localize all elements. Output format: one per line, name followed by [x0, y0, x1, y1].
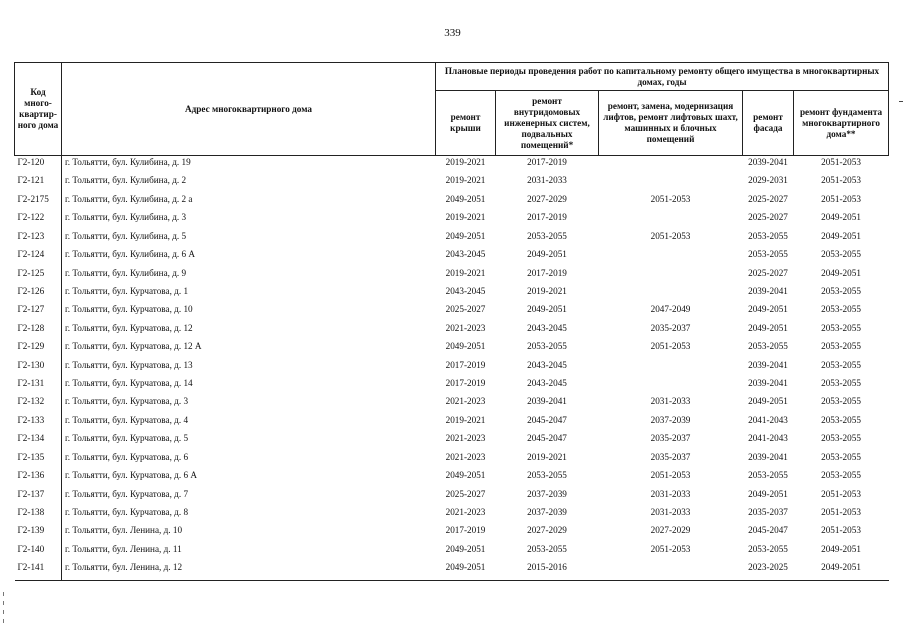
header-planned-periods: Плановые периоды проведения работ по капитальному ремонту общего имущества в многоквартирных домах, годы — [436, 63, 889, 91]
cell-code: Г2-134 — [15, 432, 62, 450]
cell-systems: 2053-2055 — [527, 470, 567, 481]
header-roof: ремонт крыши — [436, 91, 496, 156]
cell-roof: 2021-2023 — [445, 396, 486, 407]
cell-facade: 2049-2051 — [748, 396, 788, 407]
cell-elevators — [599, 174, 743, 192]
table-row — [15, 340, 889, 358]
cell-address: г. Тольятти, бул. Курчатова, д. 13 — [65, 359, 193, 370]
cell-facade: 2053-2055 — [748, 470, 788, 481]
cell-roof: 2049-2051 — [445, 341, 486, 352]
cell-foundation: 2051-2053 — [821, 525, 861, 536]
cell-address: г. Тольятти, бул. Курчатова, д. 4 — [65, 414, 189, 425]
table-row — [15, 174, 889, 192]
cell-code: Г2-125 — [15, 267, 62, 285]
cell-systems: 2039-2041 — [527, 396, 567, 407]
cell-code: Г2-129 — [15, 340, 62, 358]
cell-address: г. Тольятти, бул. Ленина, д. 10 — [65, 525, 183, 536]
cell-foundation: 2053-2055 — [821, 378, 861, 389]
cell-code: Г2-128 — [15, 322, 62, 340]
cell-roof: 2017-2019 — [445, 378, 486, 389]
cell-elevators: 2031-2033 — [650, 396, 691, 407]
table-row — [15, 506, 889, 524]
cell-foundation: 2051-2053 — [821, 193, 861, 204]
table-row — [15, 469, 889, 487]
cell-facade: 2035-2037 — [748, 507, 788, 518]
cell-code: Г2-120 — [15, 156, 62, 175]
cell-address: г. Тольятти, бул. Кулибина, д. 5 — [65, 230, 187, 241]
cell-systems: 2017-2019 — [527, 212, 567, 223]
cell-facade: 2049-2051 — [748, 322, 788, 333]
cell-facade: 2039-2041 — [748, 378, 788, 389]
cell-elevators — [599, 561, 743, 580]
cell-foundation: 2053-2055 — [821, 304, 861, 315]
cell-elevators: 2037-2039 — [650, 414, 691, 425]
cell-foundation: 2053-2055 — [821, 451, 861, 462]
table-row — [15, 488, 889, 506]
repair-schedule-table-container — [14, 62, 888, 581]
cell-code: Г2-133 — [15, 414, 62, 432]
cell-code: Г2-124 — [15, 248, 62, 266]
cell-roof: 2049-2051 — [445, 193, 486, 204]
cell-code: Г2-130 — [15, 359, 62, 377]
cell-systems: 2017-2019 — [527, 157, 567, 167]
table-row — [15, 156, 889, 175]
cell-facade: 2045-2047 — [748, 525, 788, 536]
cell-systems: 2019-2021 — [527, 285, 567, 296]
cell-address: г. Тольятти, бул. Курчатова, д. 12 — [65, 322, 193, 333]
scan-edge-marks — [3, 592, 6, 632]
cell-elevators — [599, 248, 743, 266]
cell-roof: 2049-2051 — [445, 230, 486, 241]
cell-foundation: 2051-2053 — [821, 507, 861, 518]
cell-address: г. Тольятти, бул. Кулибина, д. 2 — [65, 175, 187, 186]
cell-roof: 2021-2023 — [445, 451, 486, 462]
cell-code: Г2-121 — [15, 174, 62, 192]
cell-foundation: 2053-2055 — [821, 433, 861, 444]
cell-systems: 2049-2051 — [527, 249, 567, 260]
cell-foundation: 2053-2055 — [821, 249, 861, 260]
cell-elevators: 2047-2049 — [650, 304, 691, 315]
header-engineering-systems: ремонт внутридомовых инженерных систем, подвальных помещений* — [496, 91, 599, 156]
cell-roof: 2049-2051 — [445, 470, 486, 481]
cell-address: г. Тольятти, бул. Курчатова, д. 7 — [65, 488, 189, 499]
cell-systems: 2027-2029 — [527, 525, 567, 536]
table-row — [15, 377, 889, 395]
cell-systems: 2043-2045 — [527, 322, 567, 333]
table-row — [15, 561, 889, 580]
cell-address: г. Тольятти, бул. Курчатова, д. 1 — [65, 285, 189, 296]
cell-roof: 2021-2023 — [445, 433, 486, 444]
cell-elevators: 2035-2037 — [650, 433, 691, 444]
cell-facade: 2023-2025 — [743, 561, 794, 580]
cell-code: Г2-138 — [15, 506, 62, 524]
cell-roof: 2017-2019 — [445, 359, 486, 370]
cell-foundation: 2051-2053 — [821, 175, 861, 186]
table-row — [15, 524, 889, 542]
cell-elevators: 2027-2029 — [650, 525, 691, 536]
cell-roof: 2049-2051 — [436, 561, 496, 580]
cell-systems: 2037-2039 — [527, 488, 567, 499]
cell-facade: 2039-2041 — [748, 285, 788, 296]
cell-address: г. Тольятти, бул. Курчатова, д. 12 А — [65, 341, 202, 352]
cell-roof: 2019-2021 — [445, 157, 486, 167]
cell-elevators: 2051-2053 — [650, 193, 691, 204]
header-foundation: ремонт фундамента многоквартирного дома** — [794, 91, 889, 156]
cell-address: г. Тольятти, бул. Кулибина, д. 19 — [65, 157, 191, 167]
cell-foundation: 2051-2053 — [821, 488, 861, 499]
cell-roof: 2019-2021 — [445, 212, 486, 223]
cell-elevators — [599, 359, 743, 377]
cell-roof: 2019-2021 — [445, 267, 486, 278]
cell-foundation: 2053-2055 — [821, 285, 861, 296]
cell-code: Г2-127 — [15, 303, 62, 321]
cell-foundation: 2051-2053 — [821, 157, 861, 167]
table-row — [15, 451, 889, 469]
cell-foundation: 2053-2055 — [821, 341, 861, 352]
table-body — [15, 156, 889, 581]
cell-systems: 2037-2039 — [527, 507, 567, 518]
table-row — [15, 359, 889, 377]
cell-facade: 2039-2041 — [748, 359, 788, 370]
cell-systems: 2015-2016 — [496, 561, 599, 580]
cell-foundation: 2049-2051 — [821, 230, 861, 241]
cell-facade: 2039-2041 — [748, 451, 788, 462]
cell-code: Г2-135 — [15, 451, 62, 469]
repair-schedule-table — [14, 62, 889, 581]
cell-systems: 2017-2019 — [527, 267, 567, 278]
cell-foundation: 2053-2055 — [821, 470, 861, 481]
header-facade: ремонт фасада — [743, 91, 794, 156]
table-row — [15, 193, 889, 211]
cell-facade: 2041-2043 — [748, 414, 788, 425]
cell-roof: 2025-2027 — [445, 488, 486, 499]
cell-foundation: 2049-2051 — [794, 561, 889, 580]
table-row — [15, 211, 889, 229]
cell-address: г. Тольятти, бул. Ленина, д. 11 — [65, 543, 182, 554]
cell-facade: 2053-2055 — [748, 249, 788, 260]
cell-roof: 2049-2051 — [445, 543, 486, 554]
cell-elevators — [599, 267, 743, 285]
cell-foundation: 2049-2051 — [821, 212, 861, 223]
header-elevators: ремонт, замена, модернизация лифтов, ремонт лифтовых шахт, машинных и блочных помещений — [599, 91, 743, 156]
cell-systems: 2031-2033 — [527, 175, 567, 186]
table-row — [15, 285, 889, 303]
cell-address: г. Тольятти, бул. Кулибина, д. 3 — [65, 212, 187, 223]
cell-elevators: 2031-2033 — [650, 507, 691, 518]
cell-facade: 2025-2027 — [748, 267, 788, 278]
cell-foundation: 2049-2051 — [821, 543, 861, 554]
cell-elevators: 2051-2053 — [650, 543, 691, 554]
cell-foundation: 2053-2055 — [821, 322, 861, 333]
cell-facade: 2053-2055 — [748, 230, 788, 241]
cell-systems: 2053-2055 — [527, 230, 567, 241]
cell-facade: 2041-2043 — [748, 433, 788, 444]
cell-address: г. Тольятти, бул. Курчатова, д. 3 — [65, 396, 189, 407]
cell-elevators — [599, 285, 743, 303]
cell-code: Г2-132 — [15, 395, 62, 413]
table-row — [15, 414, 889, 432]
cell-code: Г2-131 — [15, 377, 62, 395]
cell-roof: 2017-2019 — [445, 525, 486, 536]
cell-address: г. Тольятти, бул. Курчатова, д. 6 — [65, 451, 189, 462]
cell-roof: 2021-2023 — [445, 507, 486, 518]
cell-address: г. Тольятти, бул. Курчатова, д. 14 — [65, 378, 193, 389]
cell-roof: 2043-2045 — [445, 285, 486, 296]
table-header — [15, 63, 889, 156]
cell-foundation: 2053-2055 — [821, 396, 861, 407]
cell-facade: 2025-2027 — [748, 212, 788, 223]
cell-code: Г2-140 — [15, 543, 62, 561]
cell-address: г. Тольятти, бул. Курчатова, д. 8 — [65, 507, 189, 518]
cell-address: г. Тольятти, бул. Курчатова, д. 5 — [65, 433, 189, 444]
cell-facade: 2039-2041 — [748, 157, 788, 167]
cell-facade: 2049-2051 — [748, 304, 788, 315]
cell-elevators: 2051-2053 — [650, 230, 691, 241]
cell-elevators — [599, 156, 743, 175]
cell-elevators: 2051-2053 — [650, 470, 691, 481]
cell-roof: 2043-2045 — [445, 249, 486, 260]
cell-facade: 2029-2031 — [748, 175, 788, 186]
cell-facade: 2025-2027 — [748, 193, 788, 204]
cell-address: г. Тольятти, бул. Кулибина, д. 9 — [65, 267, 187, 278]
cell-systems: 2043-2045 — [527, 359, 567, 370]
cell-systems: 2045-2047 — [527, 433, 567, 444]
cell-foundation: 2053-2055 — [821, 414, 861, 425]
table-row — [15, 432, 889, 450]
cell-roof: 2019-2021 — [445, 175, 486, 186]
cell-systems: 2045-2047 — [527, 414, 567, 425]
cell-foundation: 2053-2055 — [821, 359, 861, 370]
cell-address: г. Тольятти, бул. Курчатова, д. 6 А — [65, 470, 197, 481]
cell-systems: 2043-2045 — [527, 378, 567, 389]
margin-mark — [899, 101, 903, 102]
cell-address: г. Тольятти, бул. Кулибина, д. 2 а — [65, 193, 193, 204]
cell-facade: 2049-2051 — [748, 488, 788, 499]
cell-systems: 2027-2029 — [527, 193, 567, 204]
cell-code: Г2-122 — [15, 211, 62, 229]
cell-code: Г2-137 — [15, 488, 62, 506]
cell-code: Г2-126 — [15, 285, 62, 303]
cell-roof: 2019-2021 — [445, 414, 486, 425]
cell-address: г. Тольятти, бул. Курчатова, д. 10 — [65, 304, 193, 315]
cell-facade: 2053-2055 — [748, 341, 788, 352]
cell-elevators: 2035-2037 — [650, 322, 691, 333]
cell-code: Г2-123 — [15, 230, 62, 248]
cell-systems: 2053-2055 — [527, 543, 567, 554]
table-row — [15, 303, 889, 321]
header-code: Код много-квартир-ного дома — [15, 63, 62, 156]
cell-elevators: 2031-2033 — [650, 488, 691, 499]
table-row — [15, 322, 889, 340]
table-row — [15, 395, 889, 413]
cell-systems: 2053-2055 — [527, 341, 567, 352]
page-number: 339 — [444, 27, 461, 39]
cell-code: Г2-139 — [15, 524, 62, 542]
cell-elevators: 2051-2053 — [650, 341, 691, 352]
cell-address: г. Тольятти, бул. Кулибина, д. 6 А — [65, 249, 196, 260]
header-address: Адрес многоквартирного дома — [62, 63, 436, 156]
cell-elevators: 2035-2037 — [650, 451, 691, 462]
cell-foundation: 2049-2051 — [821, 267, 861, 278]
cell-address: г. Тольятти, бул. Ленина, д. 12 — [62, 561, 436, 580]
cell-elevators — [599, 377, 743, 395]
cell-systems: 2019-2021 — [527, 451, 567, 462]
cell-facade: 2053-2055 — [748, 543, 788, 554]
cell-code: Г2-136 — [15, 469, 62, 487]
cell-systems: 2049-2051 — [527, 304, 567, 315]
cell-elevators — [599, 211, 743, 229]
table-row — [15, 267, 889, 285]
cell-roof: 2021-2023 — [445, 322, 486, 333]
cell-roof: 2025-2027 — [445, 304, 486, 315]
table-row — [15, 248, 889, 266]
table-row — [15, 543, 889, 561]
cell-code: Г2-141 — [15, 561, 62, 580]
table-row — [15, 230, 889, 248]
cell-code: Г2-2175 — [15, 193, 62, 211]
